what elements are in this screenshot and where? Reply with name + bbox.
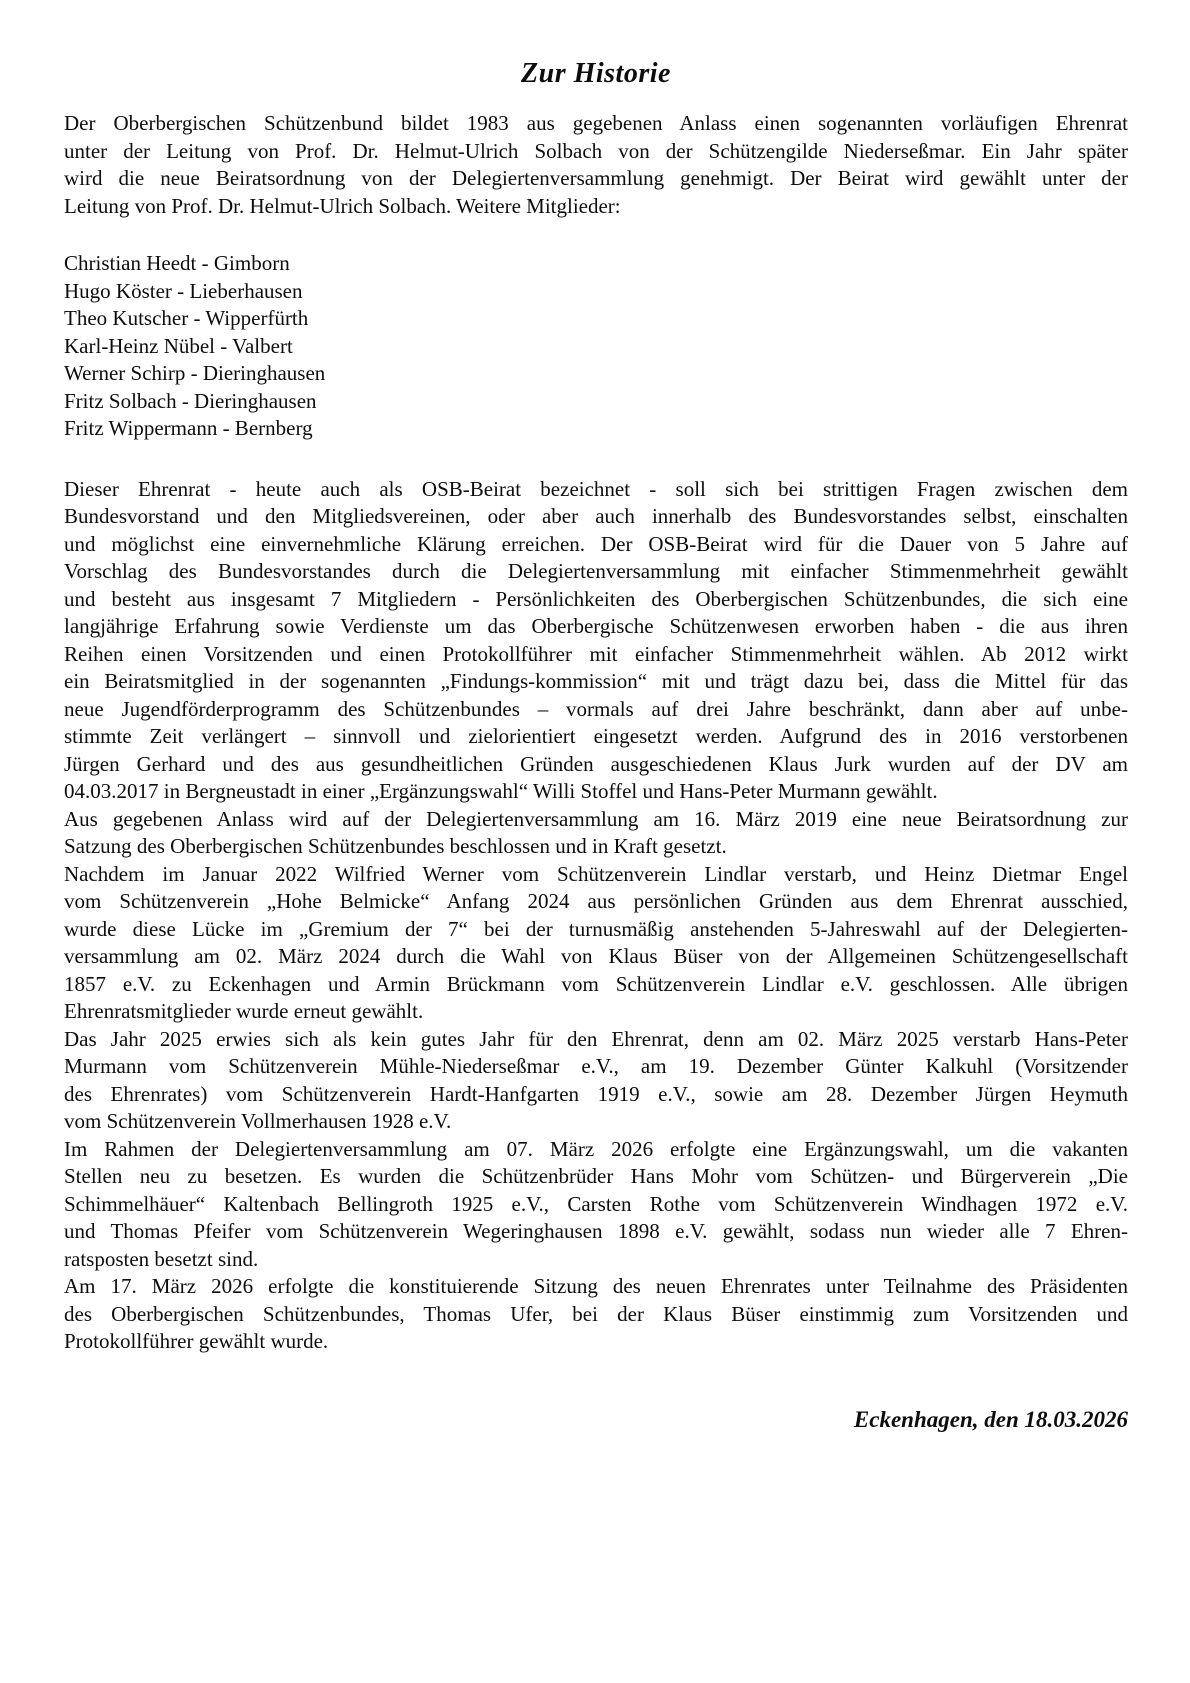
member-item: Fritz Solbach - Dieringhausen xyxy=(64,388,317,413)
text-line: wird die neue Beiratsordnung von der Delegiertenversammlung genehmigt. Der Beirat wird gewählt unter der xyxy=(64,166,1128,190)
paragraph xyxy=(64,1026,1128,1136)
text-line: Protokollführer gewählt wurde. xyxy=(64,1329,329,1353)
text-line: und Thomas Pfeifer vom Schützenverein Wegeringhausen 1898 e.V. gewählt, sodass nun wieder alle 7 Ehren- xyxy=(64,1219,1128,1243)
text-line: Vorschlag des Bundesvorstandes durch die Delegiertenversammlung mit einfacher Stimmenmehrheit gewählt xyxy=(64,559,1128,583)
member-item: Hugo Köster - Lieberhausen xyxy=(64,278,303,303)
text-line: Bundesvorstand und den Mitgliedsvereinen, oder aber auch innerhalb des Bundesvorstandes selbst, einschalten xyxy=(64,504,1128,528)
text-line: langjährige Erfahrung sowie Verdienste um das Oberbergische Schützenwesen erworben haben - die aus ihren xyxy=(64,614,1128,638)
paragraph xyxy=(64,476,1128,806)
text-line: und möglichst eine einvernehmliche Klärung erreichen. Der OSB-Beirat wird für die Dauer von 5 Jahre auf xyxy=(64,531,1128,556)
text-line: Der Oberbergischen Schützenbund bildet 1983 aus gegebenen Anlass einen sogenannten vorläufigen Ehrenrat xyxy=(64,111,1128,135)
text-line: unter der Leitung von Prof. Dr. Helmut-Ulrich Solbach von der Schützengilde Niederseßmar. Ein Jahr später xyxy=(64,138,1128,163)
text-line: Jürgen Gerhard und des aus gesundheitlichen Gründen ausgeschiedenen Klaus Jurk wurden auf der DV am xyxy=(64,751,1128,776)
paragraph xyxy=(64,861,1128,1026)
member-item: Theo Kutscher - Wipperfürth xyxy=(64,306,309,330)
text-line: Im Rahmen der Delegiertenversammlung am 07. März 2026 erfolgte eine Ergänzungswahl, um die vakanten xyxy=(64,1136,1128,1161)
member-item: Fritz Wippermann - Bernberg xyxy=(64,416,313,440)
text-line: stimmte Zeit verlängert – sinnvoll und zielorientiert eingesetzt werden. Aufgrund des in 2016 verstorbenen xyxy=(64,724,1128,748)
place-date-line: Eckenhagen, den 18.03.2026 xyxy=(853,1406,1128,1432)
text-line: vom Schützenverein „Hohe Belmicke“ Anfang 2024 aus persönlichen Gründen aus dem Ehrenrat ausschied, xyxy=(64,889,1128,913)
text-line: 04.03.2017 in Bergneustadt in einer „Ergänzungswahl“ Willi Stoffel und Hans-Peter Murmann gewählt. xyxy=(64,779,938,803)
history-paragraphs xyxy=(64,476,1128,1356)
text-line: Schimmelhäuer“ Kaltenbach Bellingroth 1925 e.V., Carsten Rothe vom Schützenverein Windhagen 1972 e.V. xyxy=(64,1191,1128,1216)
paragraph xyxy=(64,1273,1128,1356)
text-line: neue Jugendförderprogramm des Schützenbundes – vormals auf drei Jahre beschränkt, dann aber auf unbe- xyxy=(64,696,1128,721)
intro-paragraph xyxy=(64,110,1128,220)
page-title: Zur Historie xyxy=(521,58,671,89)
text-line: des Oberbergischen Schützenbundes, Thomas Ufer, bei der Klaus Büser einstimmig zum Vorsitzenden und xyxy=(64,1301,1128,1326)
paragraph xyxy=(64,1136,1128,1274)
text-line: Satzung des Oberbergischen Schützenbundes beschlossen und in Kraft gesetzt. xyxy=(64,834,727,858)
text-line: Aus gegebenen Anlass wird auf der Delegiertenversammlung am 16. März 2019 eine neue Beiratsordnung zur xyxy=(64,806,1128,831)
text-line: vom Schützenverein Vollmerhausen 1928 e.V. xyxy=(64,1109,452,1133)
text-line: Dieser Ehrenrat - heute auch als OSB-Beirat bezeichnet - soll sich bei strittigen Fragen zwischen dem xyxy=(64,476,1128,501)
text-line: ein Beiratsmitglied in der sogenannten „Findungs-kommission“ mit und trägt dazu bei, dass die Mittel für das xyxy=(64,669,1128,693)
text-line: und besteht aus insgesamt 7 Mitgliedern - Persönlichkeiten des Oberbergischen Schützenbundes, die sich eine xyxy=(64,586,1128,611)
text-line: ratsposten besetzt sind. xyxy=(64,1246,259,1271)
member-list xyxy=(64,250,1128,443)
text-line: Das Jahr 2025 erwies sich als kein gutes Jahr für den Ehrenrat, denn am 02. März 2025 verstarb Hans-Peter xyxy=(64,1026,1128,1051)
text-line: Leitung von Prof. Dr. Helmut-Ulrich Solbach. Weitere Mitglieder: xyxy=(64,193,621,218)
text-line: wurde diese Lücke im „Gremium der 7“ bei der turnusmäßig anstehenden 5-Jahreswahl auf der Delegierten- xyxy=(64,916,1128,941)
text-line: Am 17. März 2026 erfolgte die konstituierende Sitzung des neuen Ehrenrates unter Teilnahme des Präsidenten xyxy=(64,1274,1128,1298)
text-line: Stellen neu zu besetzen. Es wurden die Schützenbrüder Hans Mohr vom Schützen- und Bürgerverein „Die xyxy=(64,1164,1128,1188)
text-line: Reihen einen Vorsitzenden und einen Protokollführer mit einfacher Stimmenmehrheit wählen. Ab 2012 wirkt xyxy=(64,641,1128,666)
text-line: 1857 e.V. zu Eckenhagen und Armin Brückmann vom Schützenverein Lindlar e.V. geschlossen. Alle übrigen xyxy=(64,971,1128,996)
paragraph xyxy=(64,806,1128,861)
member-item: Christian Heedt - Gimborn xyxy=(64,251,290,275)
text-line: Ehrenratsmitglieder wurde erneut gewählt. xyxy=(64,999,424,1023)
text-line: des Ehrenrates) vom Schützenverein Hardt-Hanfgarten 1919 e.V., sowie am 28. Dezember Jürgen Heymuth xyxy=(64,1081,1128,1106)
member-item: Werner Schirp - Dieringhausen xyxy=(64,361,326,385)
text-line: Nachdem im Januar 2022 Wilfried Werner vom Schützenverein Lindlar verstarb, und Heinz Dietmar Engel xyxy=(64,861,1128,886)
member-item: Karl-Heinz Nübel - Valbert xyxy=(64,333,293,358)
text-line: Murmann vom Schützenverein Mühle-Niederseßmar e.V., am 19. Dezember Günter Kalkuhl (Vorsitzender xyxy=(64,1054,1128,1078)
text-line: versammlung am 02. März 2024 durch die Wahl von Klaus Büser von der Allgemeinen Schützengesellschaft xyxy=(64,944,1128,968)
